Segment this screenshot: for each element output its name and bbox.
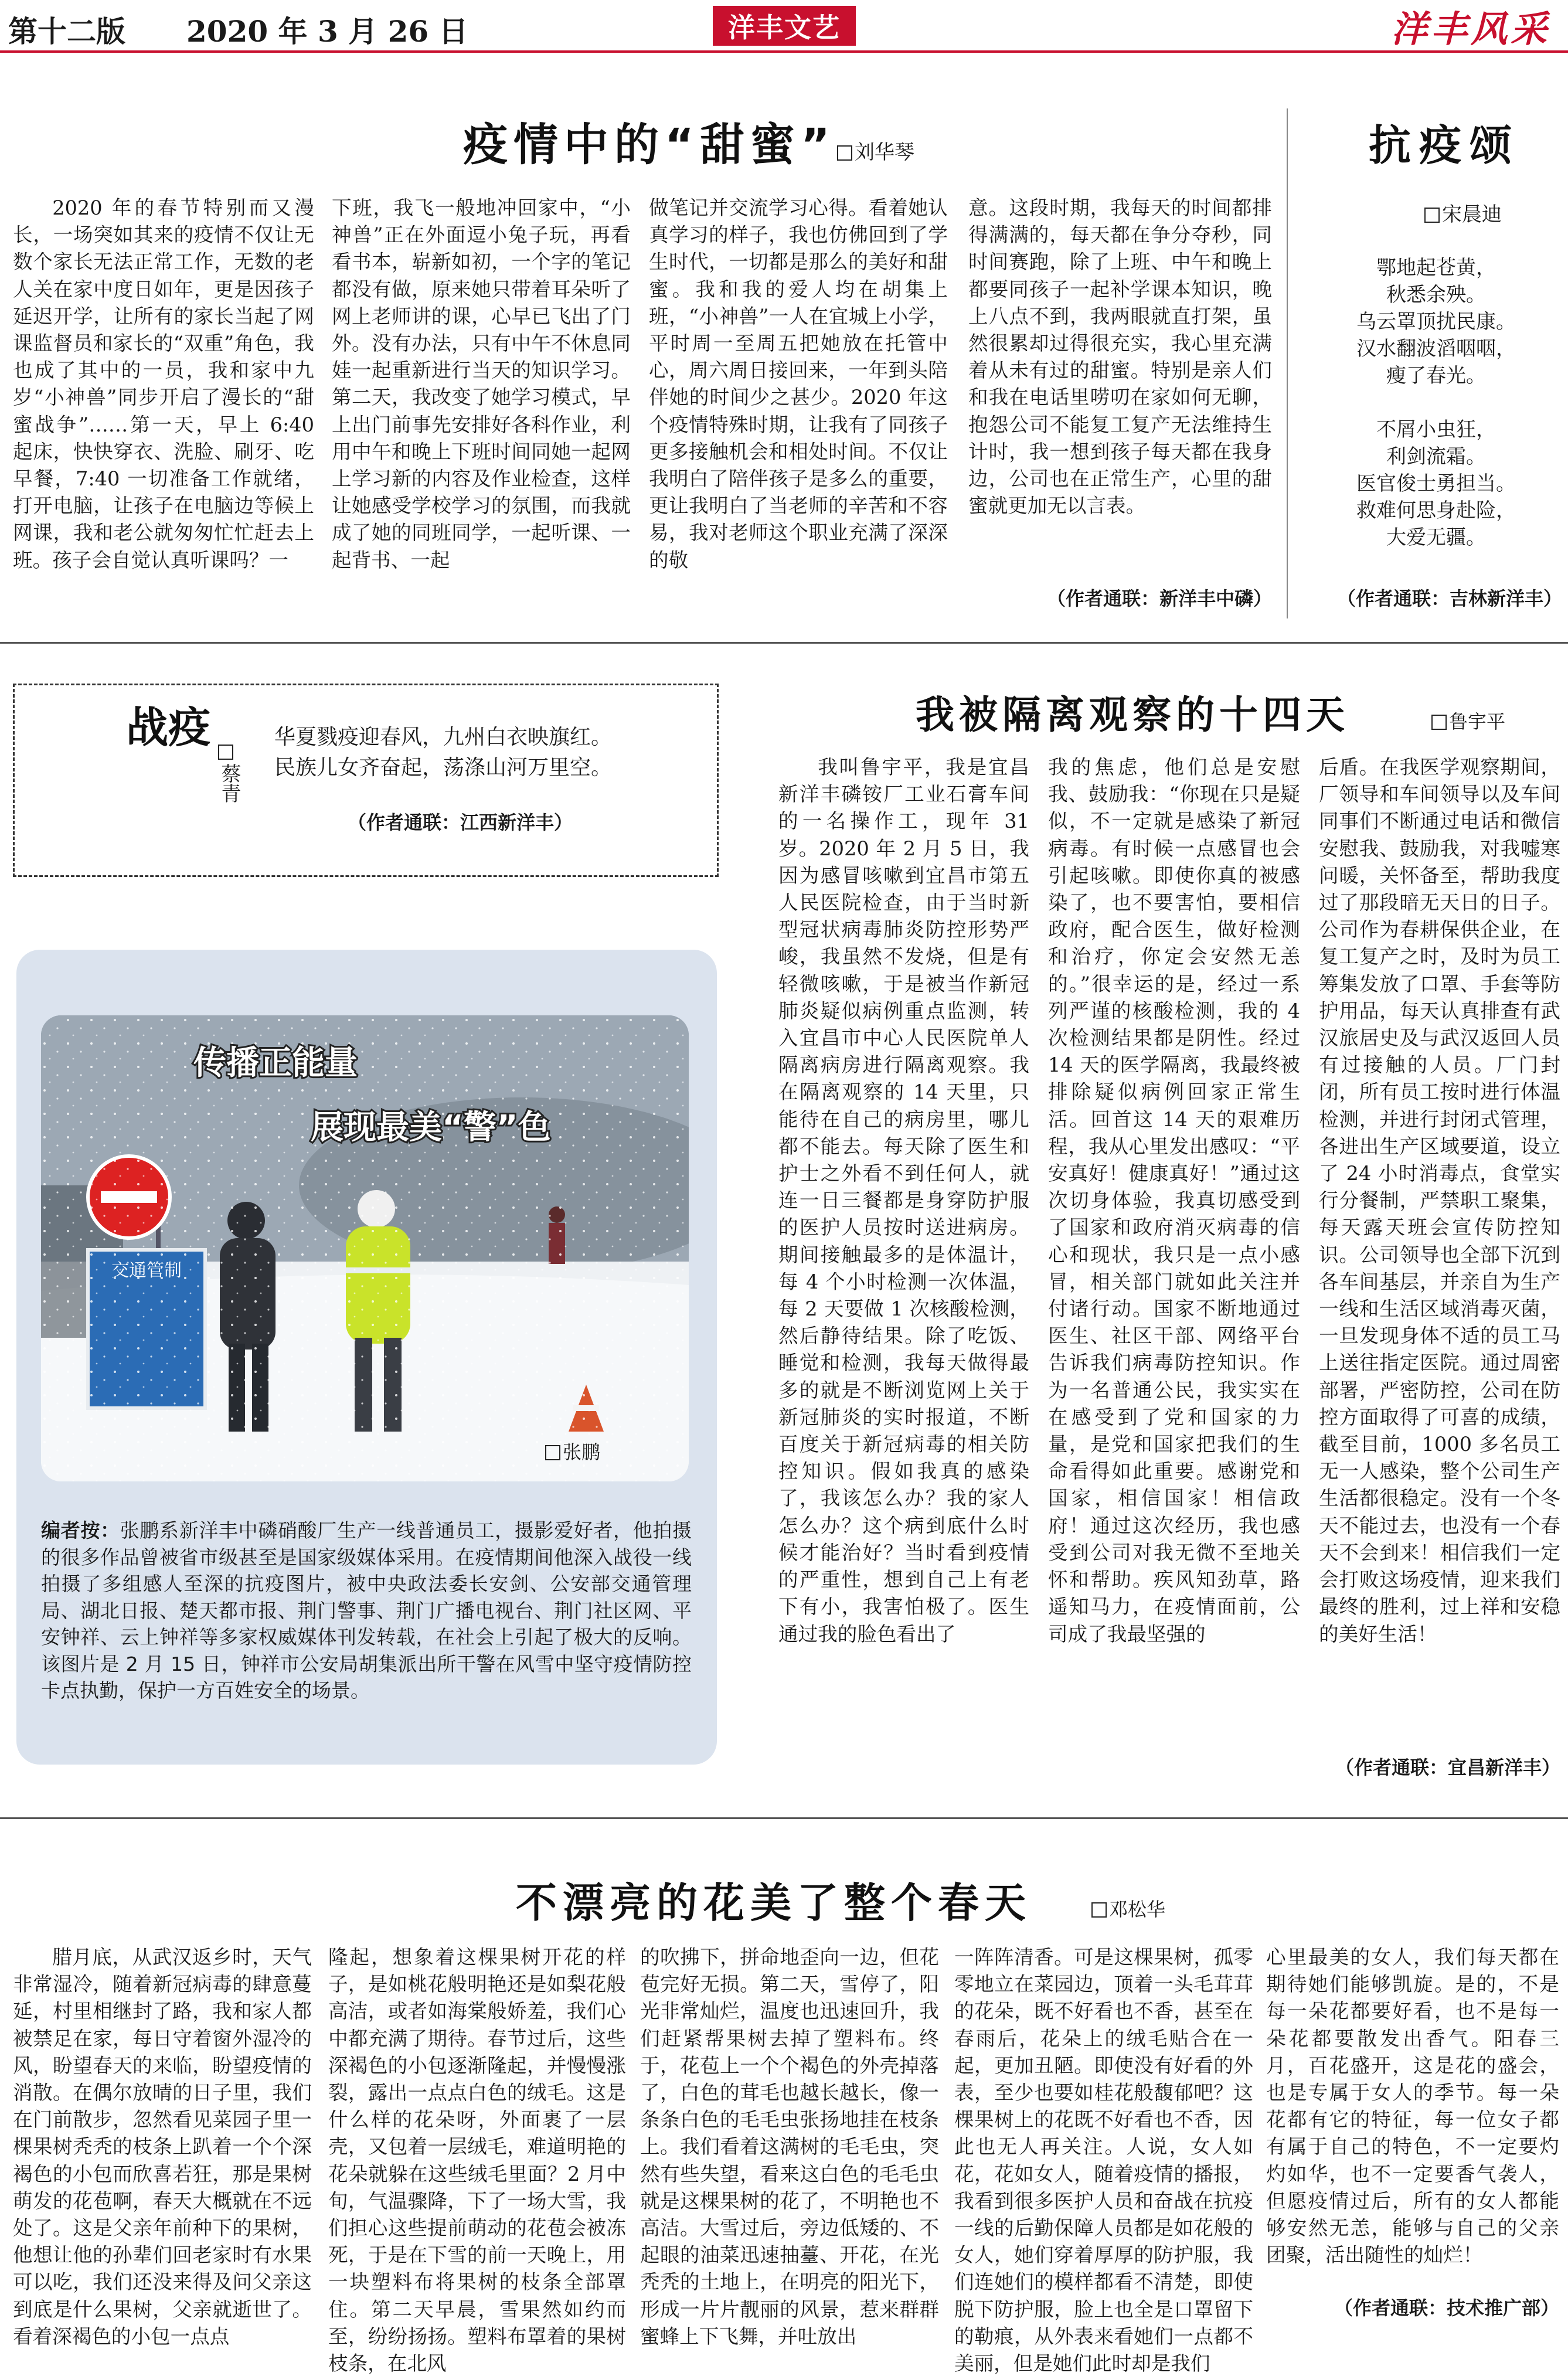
section-divider — [0, 1817, 1568, 1819]
poem-kangyi-title: 抗疫颂 — [1369, 121, 1521, 170]
article1-column-1: 2020 年的春节特别而又漫长，一场突如其来的疫情不仅让无数个家长无法正常工作，无数的老人关在家中度日如年，更是因孩子延迟开学，让所有的家长当起了网课监督员和家长的“双重”角色，我也成了其中的一员，我和家中九岁“小神兽”同步开启了漫长的“甜蜜战争”……第一天，早上 6:40 起床，快快穿衣、洗脸、刷牙、吃早餐，7:40 一切准备工作就绪，打开电脑，让孩子在电脑边等候上网课，我和老公就匆匆忙忙赶去上班。孩子会自觉认真听课吗？一 — [13, 196, 314, 572]
article1-column-4: 意。这段时期，我每天的时间都排得满满的，每天都在争分夺秒，同时间赛跑，除了上班、中午和晚上都要同孩子一起补学课本知识，晚上八点不到，我两眼就直打架，虽然很累却过得很充实，我心里充满着从未有过的甜蜜。特别是亲人们和我在电话里唠叨在家如何无聊，抱怨公司不能复工复产无法维持生计时，我一想到孩子每天都在我身边，公司也在正常生产，心里的甜蜜就更加无以言表。 — [968, 196, 1272, 518]
byline-box-icon — [1091, 1902, 1107, 1918]
section-label — [713, 6, 856, 46]
editor-note-text: 张鹏系新洋丰中磷硝酸厂生产一线普通员工，摄影爱好者，他拍摄的很多作品曾被省市级甚至是国家级媒体采用。在疫情期间他深入战役一线拍摄了多组感人至深的抗疫图片，被中央政法委长安剑、公安部交通管理局、湖北日报、楚天都市报、荆门警事、荆门广播电视台、荆门社区网、平安钟祥、云上钟祥等多家权威媒体刊发转载，在社会上引起了极大的反响。该图片是 2 月 15 日，钟祥市公安局胡集派出所干警在风雪中坚守疫情防控卡点执勤，保护一方百姓安全的场景。 — [41, 1519, 692, 1702]
poem-kangyi-stanza-1: 鄂地起苍黄， 秋悉余殃。 乌云罩顶扰民康。 汉水翻波滔咽咽， 瘦了春光。 — [1356, 256, 1516, 387]
poem-zhanyi-byline — [218, 745, 242, 803]
poem-kangyi-author: 宋晨迪 — [1442, 203, 1502, 226]
editor-note — [41, 1517, 692, 1704]
article3-column-4: 一阵阵清香。可是这棵果树，孤零零地立在菜园边，顶着一头毛茸茸的花朵，既不好看也不香，甚至在春雨后，花朵上的绒毛贴合在一起，更加丑陋。即使没有好看的外表，至少也要如桂花般馥郁吧？这棵果树上的花既不好看也不香，因此也无人再关注。人说，女人如花，花如女人，随着疫情的播报，我看到很多医护人员和奋战在抗疫一线的后勤保障人员都是如花般的女人，她们穿着厚厚的防护服，我们连她们的模样都看不清楚，即使脱下防护服，脸上也全是口罩留下的勒痕，从外表来看她们一点都不美丽，但是她们此时却是我们 — [954, 1946, 1253, 2375]
article1-column-3: 做笔记并交流学习心得。看着她认真学习的样子，我也仿佛回到了学生时代，一切都是那么的美好和甜蜜。我和我的爱人均在胡集上班，“小神兽”一人在宜城上小学，平时周一至周五把她放在托管中心，周六周日接回来，一年到头陪伴她的时间少之甚少。2020 年这个疫情特殊时期，让我有了同孩子更多接触机会和相处时间。不仅让我明白了陪伴孩子是多么的重要，更让我明白了当老师的辛苦和不容易，我对老师这个职业充满了深深的敬 — [649, 196, 948, 572]
article1-credit: （作者通联：新洋丰中磷） — [1046, 587, 1272, 610]
page-header — [0, 0, 1568, 52]
section-divider — [0, 642, 1568, 644]
article1-byline — [837, 136, 914, 165]
page-number: 第十二版 — [8, 14, 125, 49]
issue-date: 2020 年 3 月 26 日 — [186, 14, 468, 49]
byline-box-icon — [218, 745, 233, 760]
article2-author: 鲁宇平 — [1449, 711, 1506, 733]
article2-title: 我被隔离观察的十四天 — [916, 692, 1349, 737]
article2-byline — [1431, 707, 1505, 734]
article3-author: 邓松华 — [1109, 1898, 1166, 1920]
photo-credit — [545, 1437, 600, 1464]
article3-column-2: 隆起，想象着这棵果树开花的样子，是如桃花般明艳还是如梨花般高洁，或者如海棠般娇羞，我们心中都充满了期待。春节过后，这些深褐色的小包逐渐隆起，并慢慢涨裂，露出一点点白色的绒毛。这是什么样的花朵呀，外面裹了一层壳，又包着一层绒毛，难道明艳的花朵就躲在这些绒毛里面？2 月中旬，气温骤降，下了一场大雪，我们担心这些提前萌动的花苞会被冻死，于是在下雪的前一天晚上，用一块塑料布将果树的枝条全部罩住。第二天早晨，雪果然如约而至，纷纷扬扬。塑料布罩着的果树枝条，在北风 — [328, 1946, 626, 2375]
poem-kangyi-credit: （作者通联：吉林新洋丰） — [1336, 587, 1562, 610]
photographer-name: 张鹏 — [563, 1441, 601, 1463]
article3-byline — [1091, 1895, 1165, 1922]
photo-headline-2: 展现最美“警”色 — [311, 1109, 551, 1147]
editor-note-label: 编者按： — [41, 1519, 120, 1542]
article3-credit: （作者通联：技术推广部） — [1334, 2297, 1559, 2319]
article3-column-1: 腊月底，从武汉返乡时，天气非常湿冷，随着新冠病毒的肆意蔓延，村里相继封了路，我和家人都被禁足在家，每日守着窗外湿冷的风，盼望春天的来临，盼望疫情的消散。在偶尔放晴的日子里，我们在门前散步，忽然看见菜园子里一棵果树秃秃的枝条上趴着一个个深褐色的小包而欣喜若狂，那是果树萌发的花苞啊，春天大概就在不远处了。这是父亲年前种下的果树，他想让他的孙辈们回老家时有水果可以吃，我们还没来得及问父亲这到底是什么果树，父亲就逝世了。看着深褐色的小包一点点 — [13, 1946, 312, 2348]
photo-headline-1: 传播正能量 — [193, 1044, 358, 1082]
byline-box-icon — [1431, 715, 1447, 730]
article3-column-5: 心里最美的女人，我们每天都在期待她们能够凯旋。是的，不是每一朵花都要好看，也不是每一朵花都要散发出香气。阳春三月，百花盛开，这是花的盛会，也是专属于女人的季节。每一朵花都有它的特征，每一位女子都有属于自己的特色，不一定要灼灼如华，也不一定要香气袭人，但愿疫情过后，所有的女人都能够安然无恙，能够与自己的父亲团聚，活出随性的灿烂！ — [1266, 1946, 1559, 2267]
column-divider — [1287, 108, 1288, 618]
header-rule — [0, 50, 1568, 53]
poem-zhanyi-credit: （作者通联：江西新洋丰） — [347, 811, 573, 834]
poem-kangyi-stanza-2: 不屑小虫狂， 利剑流霜。 医官俊士勇担当。 救难何思身赴险， 大爱无疆。 — [1356, 418, 1516, 549]
poem-zhanyi-title: 战疫 — [126, 703, 211, 752]
article1-author: 刘华琴 — [855, 141, 914, 164]
byline-box-icon — [545, 1445, 560, 1460]
poem-zhanyi-author: 蔡青 — [217, 763, 241, 803]
article3-column-3: 的吹拂下，拼命地歪向一边，但花苞完好无损。第二天，雪停了，阳光非常灿烂，温度也迅速回升，我们赶紧帮果树去掉了塑料布。终于，花苞上一个个褐色的外壳掉落了，白色的茸毛也越长越长，像一条条白色的毛毛虫张扬地挂在枝条上。我们看着这满树的毛毛虫，突然有些失望，看来这白色的毛毛虫就是这棵果树的花了，不明艳也不高洁。大雪过后，旁边低矮的、不起眼的油菜迅速抽薹、开花，在光秃秃的土地上，在明亮的阳光下，形成一片片靓丽的风景，惹来群群蜜蜂上下飞舞，并吐放出 — [640, 1946, 939, 2348]
poem-zhanyi-lines: 华夏戮疫迎春风，九州白衣映旗红。 民族儿女齐奋起，荡涤山河万里空。 — [274, 725, 613, 780]
article3-title: 不漂亮的花美了整个春天 — [516, 1879, 1032, 1927]
masthead-text: 洋丰风采 — [1390, 7, 1550, 50]
article2-column-1: 我叫鲁宇平，我是宜昌新洋丰磷铵厂工业石膏车间的一名操作工，现年 31 岁。2020 年 2 月 5 日，我因为感冒咳嗽到宜昌市第五人民医院检查，由于当时新型冠状病毒肺炎防控形势严峻，我虽然不发烧，但是有轻微咳嗽，于是被当作新冠肺炎疑似病例重点监测，转入宜昌市中心人民医院单人隔离病房进行隔离观察。我在隔离观察的 14 天里，只能待在自己的病房里，哪儿都不能去。每天除了医生和护士之外看不到任何人，就连一日三餐都是身穿防护服的医护人员按时送进病房。期间接触最多的是体温计，每 4 个小时检测一次体温，每 2 天要做 1 次核酸检测，然后静待结果。除了吃饭、睡觉和检测，我每天做得最多的就是不断浏览网上关于新冠肺炎的实时报道，不断百度关于新冠病毒的相关防控知识。假如我真的感染了，我该怎么办？我的家人怎么办？这个病到底什么时候才能治好？当时看到疫情的严重性，想到自己上有老下有小，我害怕极了。医生通过我的脸色看出了 — [778, 756, 1029, 1646]
police-in-snow-photo — [41, 1015, 689, 1481]
poem-kangyi-byline — [1424, 198, 1502, 227]
article2-credit: （作者通联：宜昌新洋丰） — [1335, 1756, 1560, 1779]
article2-column-2: 我的焦虑，他们总是安慰我、鼓励我：“你现在只是疑似，不一定就是感染了新冠病毒。有时候一点感冒也会引起咳嗽。即使你真的被感染了，也不要害怕，要相信政府，配合医生，做好检测和治疗，你定会安然无恙的。”很幸运的是，经过一系列严谨的核酸检测，我的 4 次检测结果都是阴性。经过 14 天的医学隔离，我最终被排除疑似病例回家正常生活。回首这 14 天的艰难历程，我从心里发出感叹：“平安真好！健康真好！”通过这次切身体验，我真切感受到了国家和政府消灭病毒的信心和现状，我只是一点小感冒，相关部门就如此关注并付诸行动。国家不断地通过医生、社区干部、网络平台告诉我们病毒防控知识。作为一名普通公民，我实实在在感受到了党和国家的力量，是党和国家把我们的生命看得如此重要。感谢党和国家，相信国家！相信政府！通过这次经历，我也感受到公司对我无微不至地关怀和帮助。疾风知劲草，路遥知马力，在疫情面前，公司成了我最坚强的 — [1048, 756, 1300, 1646]
article2-column-3: 后盾。在我医学观察期间，厂领导和车间领导以及车间同事们不断通过电话和微信安慰我、鼓励我，对我嘘寒问暖，关怀备至，帮助我度过了那段暗无天日的日子。公司作为春耕保供企业，在复工复产之时，及时为员工筹集发放了口罩、手套等防护用品，每天认真排查有武汉旅居史及与武汉返回人员有过接触的人员。厂门封闭，所有员工按时进行体温检测，并进行封闭式管理，各进出生产区域要道，设立了 24 小时消毒点，食堂实行分餐制，严禁职工聚集，每天露天班会宣传防控知识。公司领导也全部下沉到各车间基层，并亲自为生产一线和生活区域消毒灭菌，一旦发现身体不适的员工马上送往指定医院。通过周密部署，严密防控，公司在防控方面取得了可喜的成绩，截至目前，1000 多名员工无一人感染，整个公司生产生活都很稳定。没有一个冬天不能过去，也没有一个春天不会到来！相信我们一定会打败这场疫情，迎来我们最终的胜利，过上祥和安稳的美好生活！ — [1319, 756, 1560, 1646]
section-label-text: 洋丰文艺 — [728, 12, 841, 43]
article1-title: 疫情中的“甜蜜” — [463, 118, 836, 171]
byline-box-icon — [837, 145, 852, 161]
snow-scene-illustration — [41, 1015, 689, 1481]
byline-box-icon — [1424, 208, 1440, 223]
masthead-logo — [1381, 4, 1560, 48]
article1-column-2: 下班，我飞一般地冲回家中，“小神兽”正在外面逗小兔子玩，再看看书本，崭新如初，一个字的笔记都没有做，原来她只带着耳朵听了网上老师讲的课，心早已飞出了门外。没有办法，只有中午不休息同娃一起重新进行当天的知识学习。第二天，我改变了她学习模式，早上出门前事先安排好各科作业，利用中午和晚上下班时间同她一起网上学习新的内容及作业检查，这样让她感受学校学习的氛围，而我就成了她的同班同学，一起听课、一起背书、一起 — [332, 196, 631, 572]
